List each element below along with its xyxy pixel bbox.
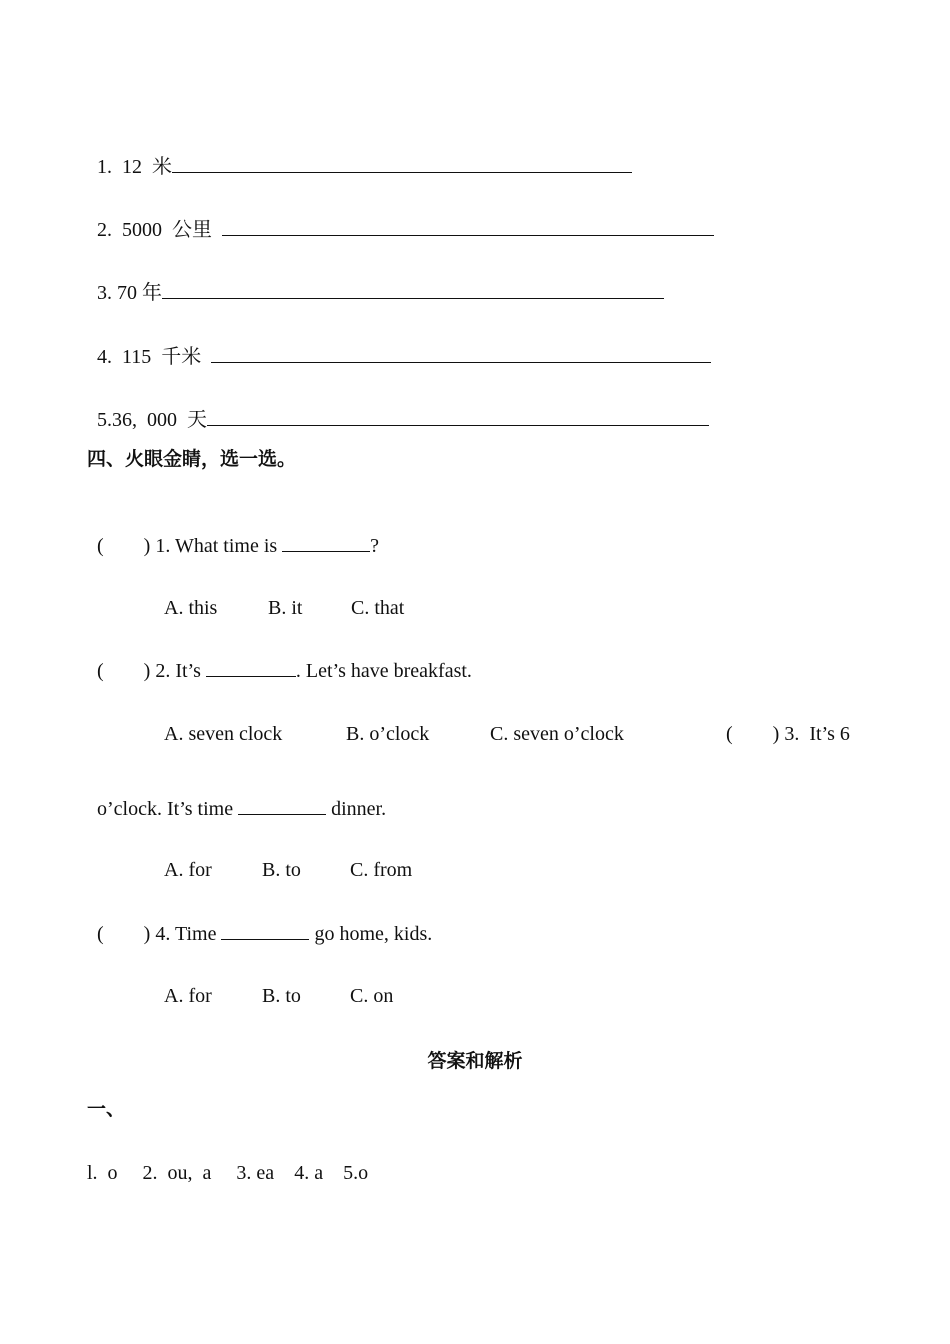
translation-item-1 — [87, 130, 632, 179]
question-text: 2. It’s — [155, 660, 206, 682]
question-2 — [87, 634, 472, 683]
question-text-cont: o’clock. It’s time — [97, 798, 239, 820]
option-c[interactable]: C. seven o’clock — [490, 723, 624, 745]
option-b[interactable]: B. to — [262, 985, 301, 1007]
item-label: 5.36, 000 天 — [97, 409, 207, 431]
translation-item-4 — [87, 320, 711, 369]
answer-blank[interactable] — [211, 344, 711, 363]
option-c[interactable]: C. that — [351, 597, 405, 619]
translation-item-2 — [87, 193, 714, 242]
item-label: 2. 5000 公里 — [97, 219, 212, 241]
question-text-end: . Let’s have breakfast. — [295, 660, 472, 682]
option-a[interactable]: A. for — [164, 859, 212, 881]
question-blank — [221, 921, 309, 940]
question-blank — [238, 796, 326, 815]
translation-item-3 — [87, 256, 664, 305]
question-4 — [87, 897, 432, 946]
option-b[interactable]: B. it — [268, 597, 303, 619]
option-c[interactable]: C. from — [350, 859, 413, 881]
answer-blank[interactable] — [162, 280, 664, 299]
answers-part-one-line: l. o 2. ou, a 3. ea 4. a 5.o — [87, 1162, 369, 1184]
question-text: 3. It’s 6 — [784, 723, 850, 745]
answer-blank[interactable] — [207, 407, 709, 426]
item-label: 4. 115 千米 — [97, 346, 202, 368]
item-label: 3. 70 年 — [97, 282, 162, 304]
item-label: 1. 12 米 — [97, 156, 172, 178]
question-3-continued — [87, 772, 386, 821]
question-text-end: go home, kids. — [309, 923, 433, 945]
answer-blank[interactable] — [222, 217, 714, 236]
question-blank — [206, 658, 296, 677]
question-2-options — [154, 698, 624, 746]
option-a[interactable]: A. for — [164, 985, 212, 1007]
question-1-options — [154, 572, 404, 620]
option-a[interactable]: A. seven clock — [164, 723, 283, 745]
question-4-options — [154, 960, 393, 1008]
question-text-end: dinner. — [326, 798, 387, 820]
question-1 — [87, 509, 379, 558]
question-text: 4. Time — [155, 923, 222, 945]
question-text: 1. What time is — [155, 535, 283, 557]
answers-title: 答案和解析 — [427, 1050, 523, 1072]
section-four-heading: 四、火眼金睛，选一选。 — [87, 448, 297, 470]
option-c[interactable]: C. on — [350, 985, 394, 1007]
question-blank — [282, 533, 370, 552]
question-3-options — [154, 834, 412, 882]
option-a[interactable]: A. this — [164, 597, 218, 619]
question-3 — [716, 698, 850, 746]
answer-parentheses[interactable]: ( ) — [726, 723, 780, 745]
option-b[interactable]: B. to — [262, 859, 301, 881]
answer-parentheses[interactable]: ( ) — [97, 923, 151, 945]
question-text-end: ? — [370, 535, 380, 557]
answers-part-one-heading: 一、 — [87, 1098, 126, 1120]
answer-parentheses[interactable]: ( ) — [97, 535, 151, 557]
answer-parentheses[interactable]: ( ) — [97, 660, 151, 682]
answer-blank[interactable] — [172, 154, 632, 173]
translation-item-5 — [87, 383, 709, 432]
option-b[interactable]: B. o’clock — [346, 723, 430, 745]
